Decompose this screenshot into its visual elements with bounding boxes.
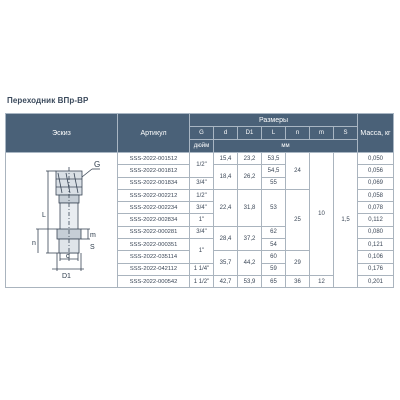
row-8-g: 1": [190, 239, 214, 264]
header-col-m: m: [310, 127, 334, 140]
row-1-d1: 23,2: [238, 153, 262, 165]
row-2-article: SSS-2022-001812: [118, 165, 190, 177]
row-7-article: SSS-2022-000281: [118, 226, 190, 238]
sketch-cell: [6, 153, 118, 288]
row-2-l: 54,5: [262, 165, 286, 177]
header-col-d1: D1: [238, 127, 262, 140]
row-7-mass: 0,080: [358, 226, 394, 238]
row-8-l: 54: [262, 239, 286, 251]
row-1-m: 10: [310, 153, 334, 276]
row-2-d: 18,4: [214, 165, 238, 190]
spec-table: [5, 113, 394, 288]
sketch-label-s: S: [89, 244, 95, 252]
row-8-article: SSS-2022-000351: [118, 239, 190, 251]
row-11-l: 65: [262, 275, 286, 287]
row-7-d1: 37,2: [238, 226, 262, 251]
row-11-m: 12: [310, 275, 334, 287]
header-col-l: L: [262, 127, 286, 140]
row-4-mass: 0,058: [358, 189, 394, 201]
header-col-g: G: [190, 127, 214, 140]
row-11-d1: 53,9: [238, 275, 262, 287]
row-4-n: 25: [286, 189, 310, 250]
header-dimensions: Размеры: [190, 114, 358, 127]
row-11-article: SSS-2022-000542: [118, 275, 190, 287]
row-4-d1: 31,8: [238, 189, 262, 226]
sketch-label-m: m: [89, 232, 96, 240]
row-7-d: 28,4: [214, 226, 238, 251]
sketch-label-g: G: [93, 161, 100, 170]
row-5-article: SSS-2022-002234: [118, 202, 190, 214]
row-9-n: 29: [286, 251, 310, 276]
row-8-mass: 0,121: [358, 239, 394, 251]
row-10-article: SSS-2022-042112: [118, 263, 190, 275]
row-4-l: 53: [262, 189, 286, 226]
row-11-g: 1 1/2": [190, 275, 214, 287]
row-9-mass: 0,106: [358, 251, 394, 263]
row-3-g: 3/4": [190, 177, 214, 189]
row-4-d: 22,4: [214, 189, 238, 226]
row-10-l: 59: [262, 263, 286, 275]
row-9-d1: 44,2: [238, 251, 262, 276]
header-unit-mm: мм: [214, 140, 358, 153]
row-1-g: 1/2": [190, 153, 214, 178]
row-5-g: 3/4": [190, 202, 214, 214]
sketch-label-d1: D1: [61, 273, 71, 280]
row-1-article: SSS-2022-001512: [118, 153, 190, 165]
row-4-g: 1/2": [190, 189, 214, 201]
row-7-g: 3/4": [190, 226, 214, 238]
page-title: Переходник ВПр-ВР: [7, 96, 89, 105]
row-6-mass: 0,112: [358, 214, 394, 226]
row-9-article: SSS-2022-035114: [118, 251, 190, 263]
header-col-n: n: [286, 127, 310, 140]
sketch-label-d: d: [65, 253, 70, 261]
header-unit-inch: дюйм: [190, 140, 214, 153]
header-col-d: d: [214, 127, 238, 140]
row-9-l: 60: [262, 251, 286, 263]
row-10-mass: 0,176: [358, 263, 394, 275]
row-4-article: SSS-2022-002212: [118, 189, 190, 201]
row-11-mass: 0,201: [358, 275, 394, 287]
fitting-sketch: [12, 161, 112, 279]
row-1-s: 1,5: [334, 153, 358, 288]
row-1-d: 15,4: [214, 153, 238, 165]
header-col-s: S: [334, 127, 358, 140]
row-1-n: 24: [286, 153, 310, 190]
sketch-label-n: n: [31, 240, 36, 248]
row-2-d1: 26,2: [238, 165, 262, 190]
row-1-l: 53,5: [262, 153, 286, 165]
header-mass: Масса, кг: [358, 114, 394, 153]
sketch-label-l: L: [41, 212, 46, 220]
row-5-mass: 0,078: [358, 202, 394, 214]
row-2-mass: 0,056: [358, 165, 394, 177]
row-6-g: 1": [190, 214, 214, 226]
row-11-d: 42,7: [214, 275, 238, 287]
row-1-mass: 0,050: [358, 153, 394, 165]
row-3-l: 55: [262, 177, 286, 189]
row-7-l: 62: [262, 226, 286, 238]
row-10-g: 1 1/4": [190, 263, 214, 275]
row-3-mass: 0,069: [358, 177, 394, 189]
header-article: Артикул: [118, 114, 190, 153]
row-6-article: SSS-2022-002834: [118, 214, 190, 226]
row-11-n: 36: [286, 275, 310, 287]
row-3-article: SSS-2022-001834: [118, 177, 190, 189]
row-9-d: 35,7: [214, 251, 238, 276]
header-sketch: Эскиз: [6, 114, 118, 153]
